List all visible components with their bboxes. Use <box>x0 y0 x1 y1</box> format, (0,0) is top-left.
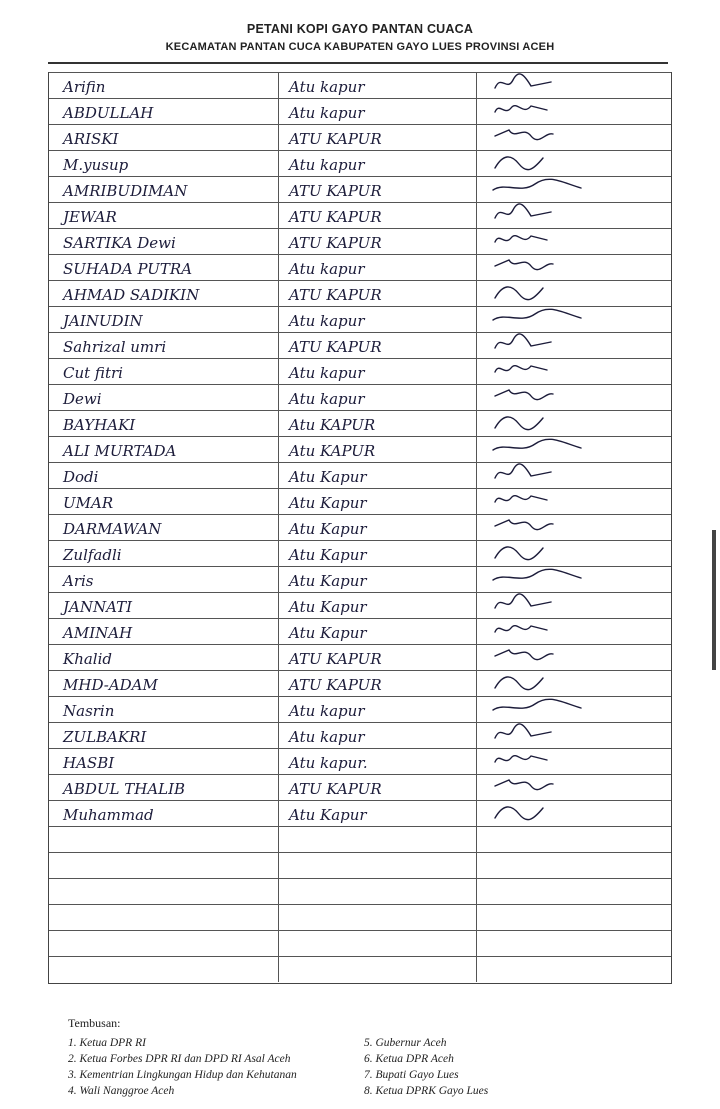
name-cell <box>49 281 279 306</box>
signature-cell <box>477 437 671 462</box>
handwritten-signature <box>491 696 601 720</box>
signer-address: Atu Kapur <box>289 546 367 564</box>
table-row <box>49 72 671 98</box>
signer-name: Cut fitri <box>63 364 123 382</box>
address-cell <box>279 931 477 956</box>
handwritten-signature <box>491 800 601 824</box>
signer-name: UMAR <box>63 494 114 512</box>
address-cell <box>279 385 477 410</box>
signature-cell <box>477 671 671 696</box>
signer-name: ABDULLAH <box>63 104 154 122</box>
address-cell <box>279 905 477 930</box>
signature-cell <box>477 385 671 410</box>
address-cell <box>279 125 477 150</box>
signature-cell <box>477 619 671 644</box>
name-cell <box>49 411 279 436</box>
signer-name: JANNATI <box>63 598 133 616</box>
address-cell <box>279 203 477 228</box>
address-cell <box>279 229 477 254</box>
tembusan-item: 3. Kementrian Lingkungan Hidup dan Kehutanan <box>68 1069 297 1081</box>
signature-cell <box>477 255 671 280</box>
address-cell <box>279 411 477 436</box>
handwritten-signature <box>491 748 601 772</box>
signature-cell <box>477 125 671 150</box>
signature-cell <box>477 203 671 228</box>
table-row <box>49 696 671 722</box>
signer-address: Atu kapur. <box>289 754 368 772</box>
table-row <box>49 150 671 176</box>
name-cell <box>49 99 279 124</box>
signer-name: JAINUDIN <box>63 312 143 330</box>
name-cell <box>49 775 279 800</box>
table-row <box>49 358 671 384</box>
name-cell <box>49 333 279 358</box>
name-cell <box>49 853 279 878</box>
signature-table <box>48 72 672 984</box>
handwritten-signature <box>491 358 601 382</box>
address-cell <box>279 307 477 332</box>
table-row <box>49 904 671 930</box>
name-cell <box>49 229 279 254</box>
address-cell <box>279 333 477 358</box>
signature-cell <box>477 411 671 436</box>
handwritten-signature <box>491 644 601 668</box>
table-row <box>49 488 671 514</box>
signature-cell <box>477 645 671 670</box>
signer-name: AMRIBUDIMAN <box>63 182 188 200</box>
name-cell <box>49 385 279 410</box>
signer-address: ATU KAPUR <box>289 650 382 668</box>
table-row <box>49 566 671 592</box>
signature-cell <box>477 593 671 618</box>
table-row <box>49 514 671 540</box>
table-row <box>49 800 671 826</box>
document-header <box>0 22 720 53</box>
handwritten-signature <box>491 618 601 642</box>
tembusan-item: 7. Bupati Gayo Lues <box>364 1069 459 1081</box>
name-cell <box>49 567 279 592</box>
signer-address: Atu Kapur <box>289 520 367 538</box>
signature-cell <box>477 229 671 254</box>
signature-cell <box>477 281 671 306</box>
table-row <box>49 930 671 956</box>
table-row <box>49 618 671 644</box>
name-cell <box>49 957 279 982</box>
signer-address: Atu kapur <box>289 702 365 720</box>
signer-name: HASBI <box>63 754 115 772</box>
signature-cell <box>477 515 671 540</box>
address-cell <box>279 255 477 280</box>
signature-cell <box>477 177 671 202</box>
address-cell <box>279 749 477 774</box>
signer-name: ALI MURTADA <box>63 442 177 460</box>
scan-edge-mark <box>712 530 716 670</box>
name-cell <box>49 723 279 748</box>
address-cell <box>279 645 477 670</box>
address-cell <box>279 567 477 592</box>
handwritten-signature <box>491 488 601 512</box>
table-row <box>49 176 671 202</box>
signer-address: Atu Kapur <box>289 468 367 486</box>
signer-address: ATU KAPUR <box>289 338 382 356</box>
tembusan-item: 6. Ketua DPR Aceh <box>364 1053 454 1065</box>
signer-address: ATU KAPUR <box>289 780 382 798</box>
handwritten-signature <box>491 670 601 694</box>
signer-name: DARMAWAN <box>63 520 162 538</box>
signer-address: Atu Kapur <box>289 624 367 642</box>
address-cell <box>279 671 477 696</box>
tembusan-left-column <box>68 1035 364 1099</box>
table-row <box>49 748 671 774</box>
table-row <box>49 98 671 124</box>
name-cell <box>49 645 279 670</box>
signature-cell <box>477 567 671 592</box>
address-cell <box>279 541 477 566</box>
signer-name: ZULBAKRI <box>63 728 147 746</box>
name-cell <box>49 619 279 644</box>
table-row <box>49 878 671 904</box>
tembusan-section <box>68 1016 688 1099</box>
address-cell <box>279 99 477 124</box>
signer-address: Atu kapur <box>289 156 365 174</box>
address-cell <box>279 281 477 306</box>
handwritten-signature <box>491 306 601 330</box>
handwritten-signature <box>491 722 601 746</box>
signer-address: ATU KAPUR <box>289 130 382 148</box>
signer-address: Atu kapur <box>289 312 365 330</box>
address-cell <box>279 801 477 826</box>
signer-name: Sahrizal umri <box>63 338 167 356</box>
name-cell <box>49 307 279 332</box>
signature-cell <box>477 697 671 722</box>
handwritten-signature <box>491 280 601 304</box>
signer-name: Muhammad <box>63 806 154 824</box>
signer-name: Aris <box>63 572 94 590</box>
handwritten-signature <box>491 514 601 538</box>
signer-address: Atu KAPUR <box>289 416 376 434</box>
address-cell <box>279 853 477 878</box>
table-row <box>49 254 671 280</box>
table-row <box>49 956 671 982</box>
signer-address: ATU KAPUR <box>289 676 382 694</box>
table-row <box>49 228 671 254</box>
signer-name: SUHADA PUTRA <box>63 260 193 278</box>
table-row <box>49 202 671 228</box>
name-cell <box>49 515 279 540</box>
signer-name: Dodi <box>63 468 99 486</box>
tembusan-item: 2. Ketua Forbes DPR RI dan DPD RI Asal Aceh <box>68 1053 291 1065</box>
signer-name: AHMAD SADIKIN <box>63 286 200 304</box>
signer-name: AMINAH <box>63 624 133 642</box>
name-cell <box>49 73 279 98</box>
table-row <box>49 384 671 410</box>
signature-cell <box>477 307 671 332</box>
table-row <box>49 670 671 696</box>
table-row <box>49 332 671 358</box>
handwritten-signature <box>491 592 601 616</box>
signature-cell <box>477 801 671 826</box>
signer-address: Atu Kapur <box>289 572 367 590</box>
signer-address: ATU KAPUR <box>289 286 382 304</box>
signer-name: ARISKI <box>63 130 119 148</box>
tembusan-item: 8. Ketua DPRK Gayo Lues <box>364 1085 489 1097</box>
name-cell <box>49 697 279 722</box>
signature-cell <box>477 333 671 358</box>
name-cell <box>49 827 279 852</box>
handwritten-signature <box>491 150 601 174</box>
address-cell <box>279 879 477 904</box>
handwritten-signature <box>491 98 601 122</box>
address-cell <box>279 957 477 982</box>
name-cell <box>49 801 279 826</box>
signature-cell <box>477 827 671 852</box>
signer-address: Atu kapur <box>289 104 365 122</box>
handwritten-signature <box>491 254 601 278</box>
address-cell <box>279 593 477 618</box>
signer-name: Nasrin <box>63 702 115 720</box>
signer-name: M.yusup <box>63 156 129 174</box>
signer-address: Atu Kapur <box>289 806 367 824</box>
name-cell <box>49 151 279 176</box>
address-cell <box>279 463 477 488</box>
handwritten-signature <box>491 410 601 434</box>
signer-name: Arifin <box>63 78 106 96</box>
signer-name: Khalid <box>63 650 113 668</box>
name-cell <box>49 671 279 696</box>
signer-address: Atu kapur <box>289 728 365 746</box>
name-cell <box>49 203 279 228</box>
signer-address: Atu Kapur <box>289 494 367 512</box>
signer-name: ABDUL THALIB <box>63 780 186 798</box>
document-title: PETANI KOPI GAYO PANTAN CUACA <box>246 22 474 36</box>
signature-cell <box>477 853 671 878</box>
signer-address: ATU KAPUR <box>289 208 382 226</box>
handwritten-signature <box>491 202 601 226</box>
signature-cell <box>477 73 671 98</box>
handwritten-signature <box>491 384 601 408</box>
handwritten-signature <box>491 176 601 200</box>
table-row <box>49 644 671 670</box>
table-row <box>49 410 671 436</box>
handwritten-signature <box>491 566 601 590</box>
handwritten-signature <box>491 540 601 564</box>
tembusan-item: 4. Wali Nanggroe Aceh <box>68 1085 175 1097</box>
table-row <box>49 722 671 748</box>
handwritten-signature <box>491 228 601 252</box>
signer-name: Dewi <box>63 390 102 408</box>
address-cell <box>279 775 477 800</box>
address-cell <box>279 151 477 176</box>
signer-address: Atu Kapur <box>289 598 367 616</box>
signature-cell <box>477 489 671 514</box>
name-cell <box>49 541 279 566</box>
table-row <box>49 436 671 462</box>
table-row <box>49 852 671 878</box>
table-row <box>49 306 671 332</box>
address-cell <box>279 723 477 748</box>
handwritten-signature <box>491 436 601 460</box>
signature-cell <box>477 723 671 748</box>
signer-address: ATU KAPUR <box>289 182 382 200</box>
address-cell <box>279 515 477 540</box>
signature-cell <box>477 151 671 176</box>
signature-cell <box>477 931 671 956</box>
signer-name: JEWAR <box>63 208 117 226</box>
name-cell <box>49 437 279 462</box>
handwritten-signature <box>491 332 601 356</box>
name-cell <box>49 749 279 774</box>
signature-cell <box>477 879 671 904</box>
handwritten-signature <box>491 774 601 798</box>
signer-name: BAYHAKI <box>63 416 136 434</box>
signer-address: Atu kapur <box>289 390 365 408</box>
address-cell <box>279 827 477 852</box>
tembusan-right-column <box>364 1035 660 1099</box>
signature-cell <box>477 775 671 800</box>
name-cell <box>49 931 279 956</box>
signer-address: Atu kapur <box>289 260 365 278</box>
name-cell <box>49 489 279 514</box>
document-subtitle: KECAMATAN PANTAN CUCA KABUPATEN GAYO LUES PROVINSI ACEH <box>165 41 555 53</box>
signature-cell <box>477 957 671 982</box>
table-row <box>49 592 671 618</box>
signature-cell <box>477 749 671 774</box>
name-cell <box>49 359 279 384</box>
name-cell <box>49 125 279 150</box>
handwritten-signature <box>491 462 601 486</box>
name-cell <box>49 879 279 904</box>
table-row <box>49 462 671 488</box>
header-rule <box>48 62 668 64</box>
name-cell <box>49 255 279 280</box>
signer-address: ATU KAPUR <box>289 234 382 252</box>
name-cell <box>49 463 279 488</box>
address-cell <box>279 619 477 644</box>
signature-cell <box>477 541 671 566</box>
signer-address: Atu KAPUR <box>289 442 376 460</box>
tembusan-heading: Tembusan: <box>68 1016 121 1030</box>
signature-cell <box>477 905 671 930</box>
signature-cell <box>477 359 671 384</box>
name-cell <box>49 905 279 930</box>
name-cell <box>49 177 279 202</box>
table-row <box>49 124 671 150</box>
address-cell <box>279 177 477 202</box>
address-cell <box>279 697 477 722</box>
address-cell <box>279 73 477 98</box>
signer-name: MHD-ADAM <box>63 676 158 694</box>
handwritten-signature <box>491 72 601 96</box>
table-row <box>49 774 671 800</box>
tembusan-item: 1. Ketua DPR RI <box>68 1037 146 1049</box>
address-cell <box>279 437 477 462</box>
tembusan-item: 5. Gubernur Aceh <box>364 1037 447 1049</box>
signer-name: SARTIKA Dewi <box>63 234 176 252</box>
handwritten-signature <box>491 124 601 148</box>
table-row <box>49 540 671 566</box>
table-row <box>49 826 671 852</box>
address-cell <box>279 359 477 384</box>
signature-cell <box>477 99 671 124</box>
signer-address: Atu kapur <box>289 364 365 382</box>
signature-cell <box>477 463 671 488</box>
signer-name: Zulfadli <box>63 546 122 564</box>
table-row <box>49 280 671 306</box>
address-cell <box>279 489 477 514</box>
name-cell <box>49 593 279 618</box>
signer-address: Atu kapur <box>289 78 365 96</box>
